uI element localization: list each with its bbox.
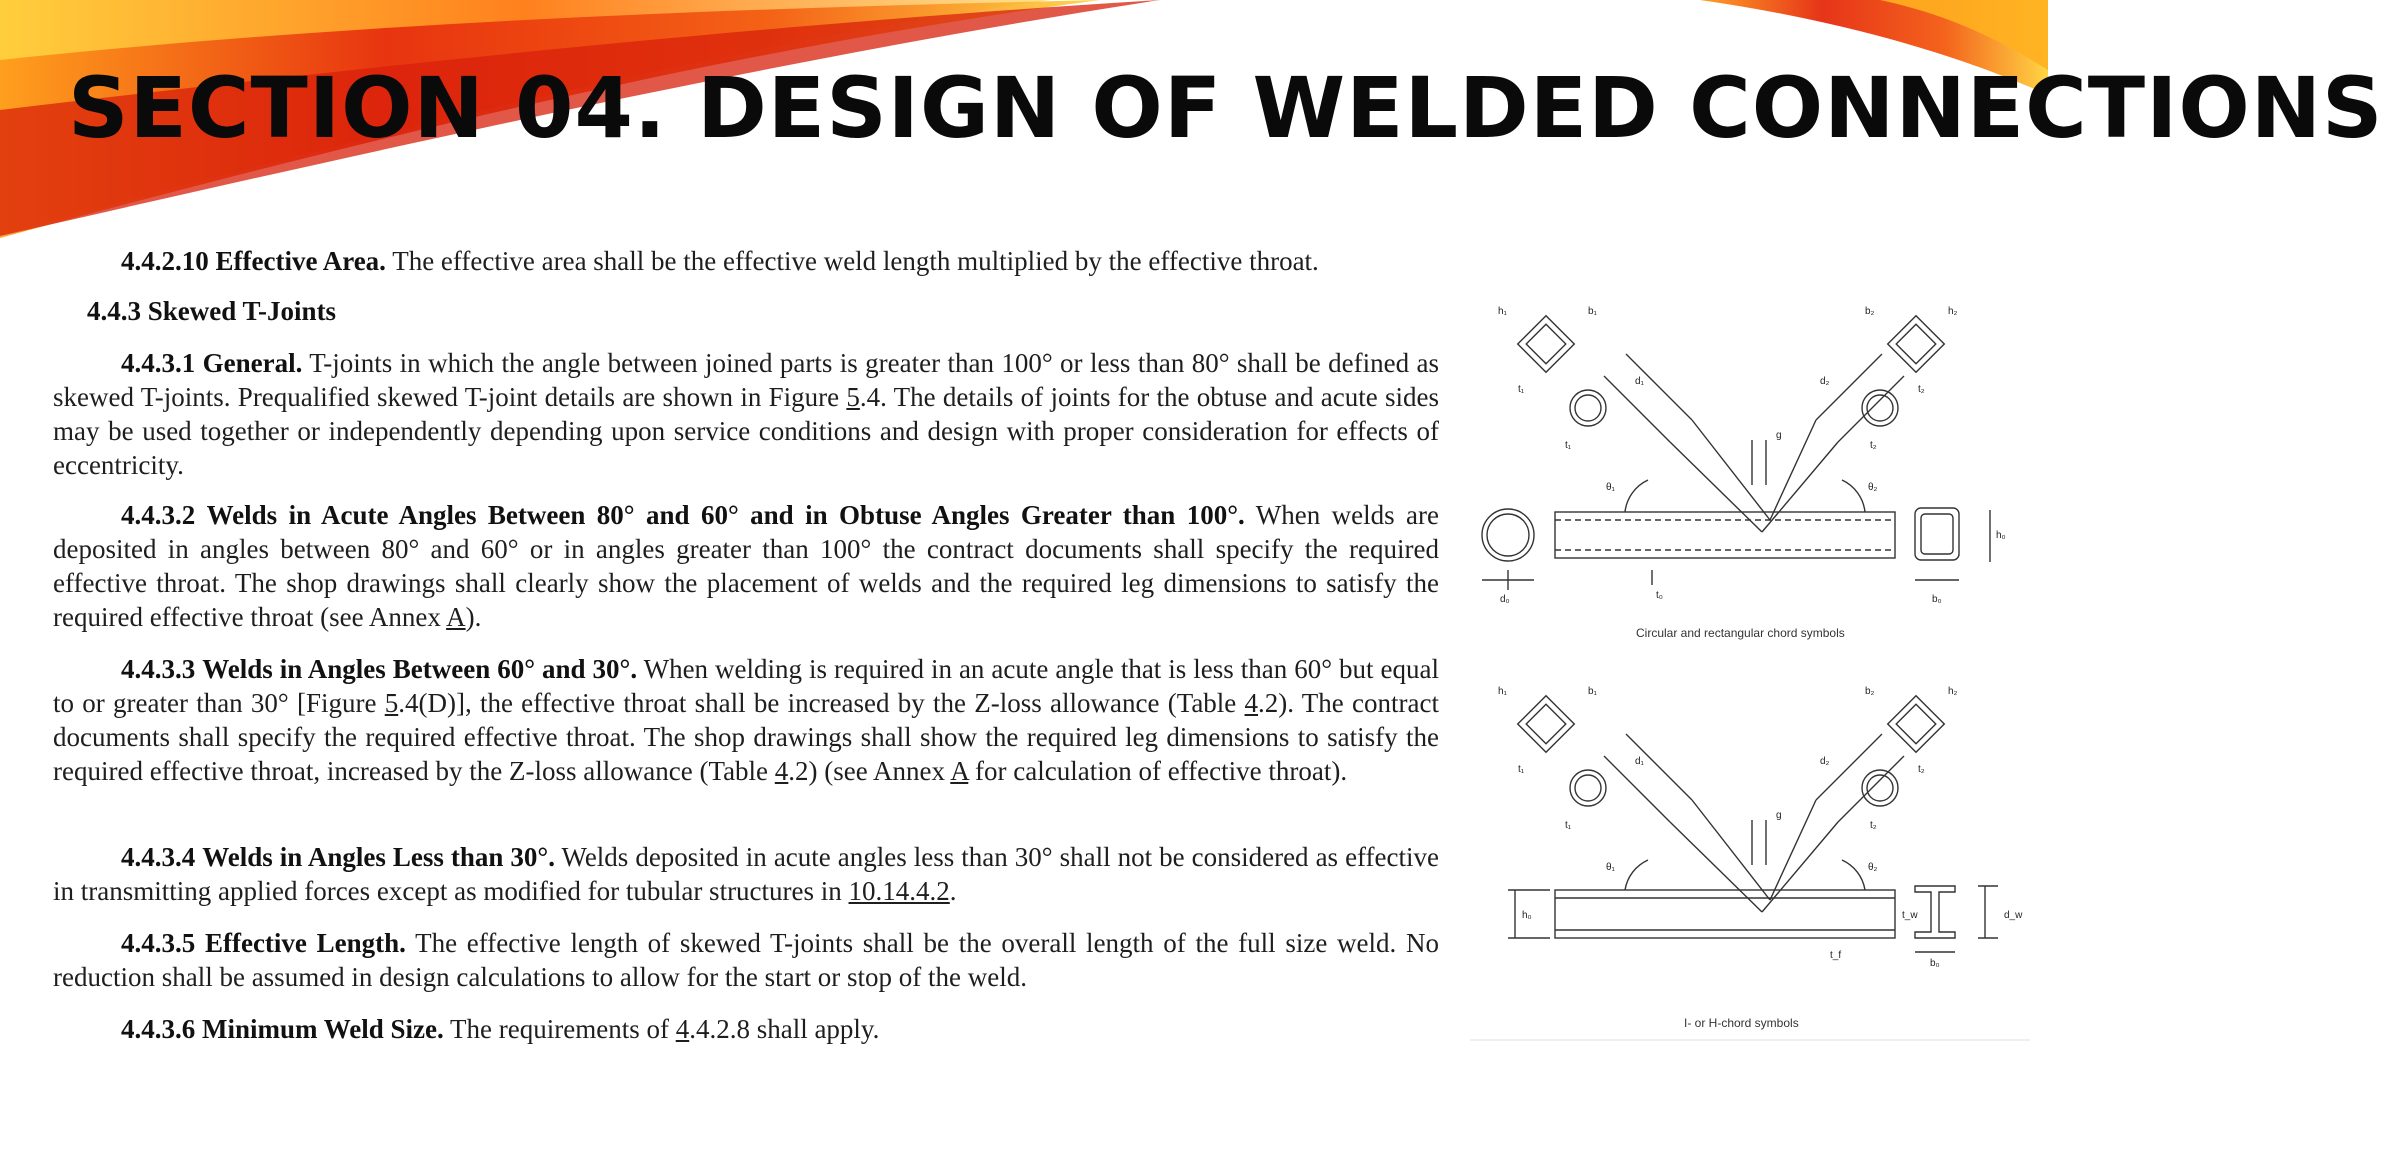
section-text: T-joints in which the angle between joined parts is greater than 100° or less than 80° shall be defined as skewed T-joints. Prequalified skewed T-joint details are shown in Figure	[53, 348, 1439, 412]
section-heading: Welds in Angles Between 60° and 30°.	[202, 654, 638, 684]
section-heading: Effective Length.	[204, 928, 406, 958]
label-d2: d₂	[1820, 756, 1830, 767]
figure-reference: 5	[846, 382, 860, 412]
label-h1: h₁	[1498, 306, 1507, 317]
label-t2b: t₂	[1870, 820, 1877, 831]
skewed-t-joint-figure	[1470, 280, 2030, 1040]
section-text: The effective area shall be the effective weld length multiplied by the effective throat.	[385, 246, 1319, 276]
section-text: When welds are deposited in angles between 80° and 60° or in angles greater than 100° the contract documents shall specify the required effective throat. The shop drawings shall clearly show the placement of welds and the required leg dimensions to satisfy the required effective throat (see Annex	[53, 500, 1439, 632]
label-h2: h₂	[1948, 306, 1958, 317]
label-t1: t₁	[1518, 384, 1525, 395]
section-reference: 4	[675, 1014, 690, 1044]
label-b0: b₀	[1930, 958, 1940, 969]
section-number: 4.4.3.2	[121, 500, 196, 530]
label-t2b: t₂	[1870, 440, 1877, 451]
section-heading: General.	[202, 348, 303, 378]
section-heading: Welds in Angles Less than 30°.	[202, 842, 555, 872]
chord-symbols-diagram	[1470, 280, 2030, 1040]
para-4-4-3-1	[53, 346, 1439, 482]
label-b0: b₀	[1932, 594, 1942, 605]
label-h0: h₀	[1522, 910, 1532, 921]
label-h0: h₀	[1996, 530, 2006, 541]
document-excerpt	[28, 230, 1458, 1070]
section-number: 4.4.3.6	[121, 1014, 196, 1044]
label-g: g	[1776, 810, 1782, 821]
para-4-4-3-6	[53, 1012, 1439, 1046]
label-tf: t_f	[1830, 950, 1842, 961]
label-b1: b₁	[1588, 686, 1597, 697]
label-tw: t_w	[1902, 910, 1918, 921]
label-theta2: θ₂	[1868, 482, 1878, 493]
section-number: 4.4.3.1	[121, 348, 196, 378]
para-4-4-3-2	[53, 498, 1439, 634]
bottom-diagram-labels	[1498, 686, 2023, 969]
label-t1b: t₁	[1565, 440, 1572, 451]
annex-reference: A	[446, 602, 466, 632]
bottom-i-h-chord-diagram	[1508, 696, 1998, 952]
section-text: .4. The details of joints for the obtuse and acute sides may be used together or independently depending upon service conditions and design with proper consideration for effects of eccentricity.	[53, 382, 1439, 480]
section-number: 4.4.3.5	[121, 928, 196, 958]
heading-4-4-3	[87, 294, 1473, 328]
label-h2: h₂	[1948, 686, 1958, 697]
section-text: .2). The contract documents shall specify the required effective throat. The shop drawings shall show the required leg dimensions to satisfy the required effective throat, increased by the Z-loss allowance (Table	[53, 688, 1439, 786]
label-d1: d₁	[1635, 756, 1644, 767]
section-number: 4.4.3.3	[121, 654, 196, 684]
section-number: 4.4.2.10	[121, 246, 209, 276]
section-text: .2) (see Annex	[788, 756, 951, 786]
section-text: ).	[465, 602, 482, 632]
annex-reference: A	[950, 756, 969, 786]
section-text: The effective length of skewed T-joints shall be the overall length of the full size weld. No reduction shall be assumed in design calculations to allow for the start or stop of the weld.	[53, 928, 1440, 992]
caption-circular-rectangular: Circular and rectangular chord symbols	[1636, 626, 1845, 640]
label-theta1: θ₁	[1606, 862, 1615, 873]
section-text: .4.2.8 shall apply.	[689, 1014, 880, 1044]
label-d0: d₀	[1500, 594, 1510, 605]
label-b2: b₂	[1865, 306, 1875, 317]
section-number: 4.4.3.4	[121, 842, 196, 872]
section-number: 4.4.3	[87, 296, 141, 326]
section-heading: Skewed T-Joints	[147, 296, 337, 326]
section-text: .4(D)], the effective throat shall be increased by the Z-loss allowance (Table	[398, 688, 1245, 718]
section-heading: Effective Area.	[215, 246, 386, 276]
slide-title: SECTION 04. DESIGN OF WELDED CONNECTIONS	[68, 59, 2384, 157]
para-4-4-2-10	[53, 244, 1439, 278]
para-4-4-3-4	[53, 840, 1439, 908]
label-g: g	[1776, 430, 1782, 441]
section-heading: Minimum Weld Size.	[202, 1014, 444, 1044]
section-text: The requirements of	[443, 1014, 676, 1044]
label-h1: h₁	[1498, 686, 1507, 697]
label-theta1: θ₁	[1606, 482, 1615, 493]
section-text: .	[949, 876, 957, 906]
label-t2: t₂	[1918, 764, 1925, 775]
label-t0: t₀	[1656, 590, 1663, 601]
label-t1b: t₁	[1565, 820, 1572, 831]
label-t1: t₁	[1518, 764, 1525, 775]
label-d2: d₂	[1820, 376, 1830, 387]
table-reference: 4	[1244, 688, 1259, 718]
label-t2: t₂	[1918, 384, 1925, 395]
section-text: Welds deposited in acute angles less than 30° shall not be considered as effective in transmitting applied forces except as modified for tubular structures in	[53, 842, 1440, 906]
label-b1: b₁	[1588, 306, 1597, 317]
section-reference: 10.14.4.2	[848, 876, 950, 906]
label-b2: b₂	[1865, 686, 1875, 697]
caption-i-h-chord: I- or H-chord symbols	[1684, 1016, 1799, 1030]
section-text: When welding is required in an acute angle that is less than 60° but equal to or greater than 30° [Figure	[53, 654, 1440, 718]
figure-reference: 5	[384, 688, 399, 718]
label-theta2: θ₂	[1868, 862, 1878, 873]
section-heading: Welds in Acute Angles Between 80° and 60° and in Obtuse Angles Greater than 100°.	[206, 500, 1245, 530]
top-circular-rect-chord-diagram	[1482, 316, 1990, 590]
table-reference: 4	[774, 756, 789, 786]
section-text: for calculation of effective throat).	[968, 756, 1348, 786]
para-4-4-3-3	[53, 652, 1439, 788]
label-dw: d_w	[2004, 910, 2023, 921]
para-4-4-3-5	[53, 926, 1439, 994]
label-d1: d₁	[1635, 376, 1644, 387]
